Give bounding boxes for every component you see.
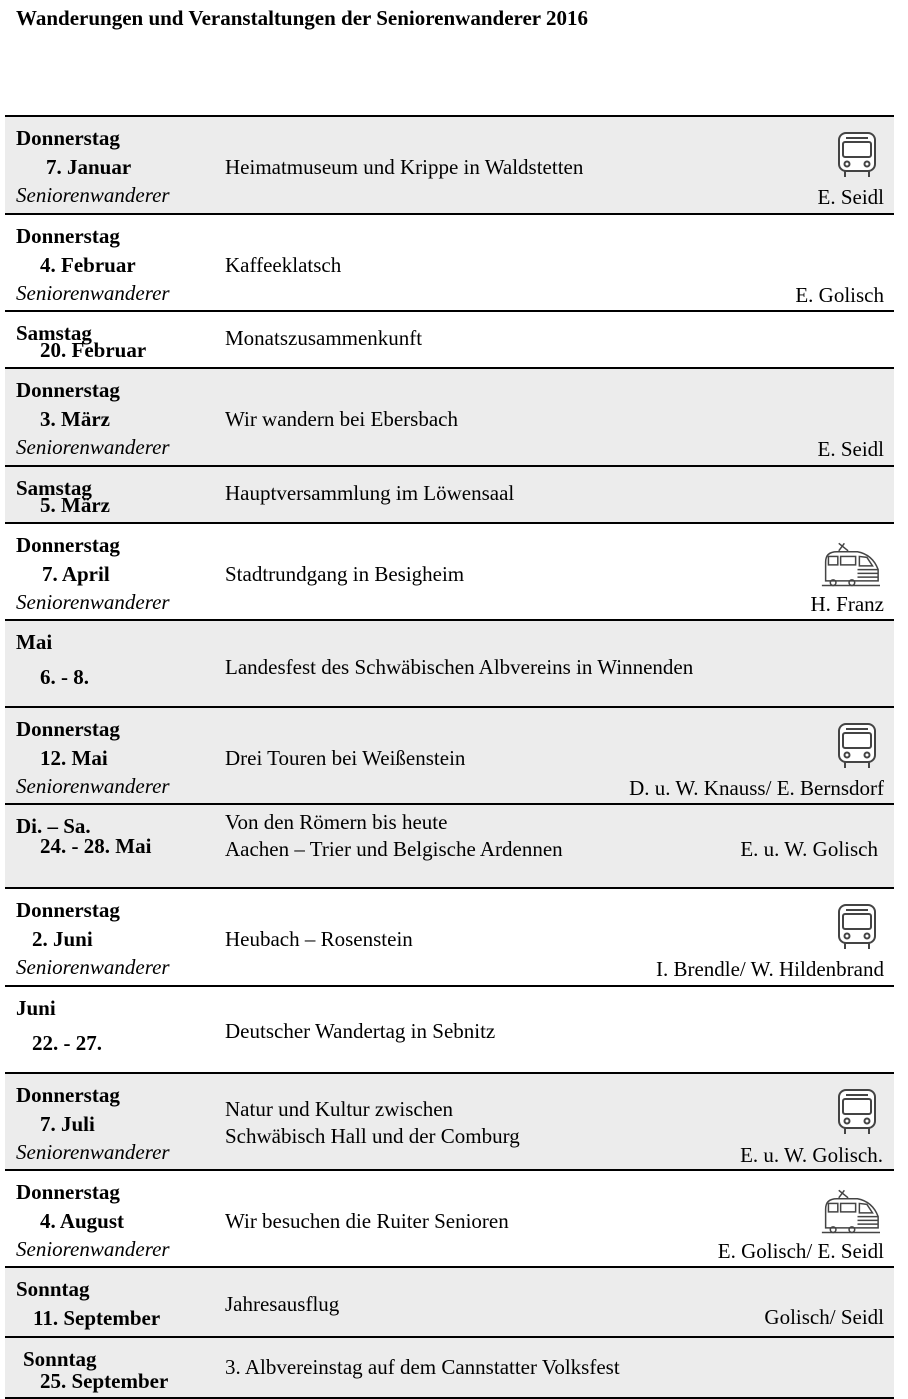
event-group: Seniorenwanderer [16,183,170,207]
train-icon [820,1185,880,1235]
bus-icon [834,722,880,772]
event-leader: E. Seidl [817,185,884,209]
event-date: 12. Mai [40,746,108,770]
event-day: Donnerstag [16,717,120,741]
event-day: Donnerstag [16,378,120,402]
event-day: Juni [16,996,56,1020]
schedule-row [5,465,894,522]
train-icon [820,538,880,588]
event-leader: E. u. W. Golisch [740,837,878,861]
event-date: 24. - 28. Mai [40,834,152,858]
event-day: Mai [16,630,53,654]
event-date: 4. Februar [40,253,136,277]
event-description: Drei Touren bei Weißenstein [225,746,466,770]
schedule-row [5,887,894,985]
schedule-row [5,310,894,367]
event-date: 20. Februar [40,338,147,362]
event-leader: E. Seidl [817,437,884,461]
schedule-row [5,1336,894,1399]
event-day: Donnerstag [16,533,120,557]
event-description: Aachen – Trier und Belgische Ardennen [225,837,563,861]
event-day: Donnerstag [16,126,120,150]
schedule-row [5,367,894,465]
event-description: Stadtrundgang in Besigheim [225,562,465,586]
event-group: Seniorenwanderer [16,774,170,798]
event-description: 3. Albvereinstag auf dem Cannstatter Volksfest [225,1355,620,1379]
event-date: 6. - 8. [40,665,89,689]
schedule-row [5,522,894,619]
event-group: Seniorenwanderer [16,281,170,305]
event-description: Landesfest des Schwäbischen Albvereins in Winnenden [225,655,694,679]
schedule-row [5,115,894,213]
event-date: 22. - 27. [32,1031,102,1055]
event-description: Von den Römern bis heute [225,810,448,834]
event-date: 3. März [40,407,110,431]
event-leader: E. Golisch/ E. Seidl [717,1239,884,1263]
event-leader: I. Brendle/ W. Hildenbrand [655,957,884,981]
event-description: Monatszusammenkunft [225,326,423,350]
event-description: Heubach – Rosenstein [225,927,413,951]
schedule-row [5,706,894,803]
event-date: 5. März [40,493,110,517]
event-day: Di. – Sa. [16,814,91,838]
schedule-row [5,213,894,310]
event-date: 7. April [42,562,110,586]
event-leader: E. u. W. Golisch. [740,1143,883,1167]
event-day: Donnerstag [16,1083,120,1107]
schedule-row [5,1266,894,1336]
bus-icon [834,903,880,953]
event-leader: E. Golisch [795,283,884,307]
event-date: 2. Juni [32,927,93,951]
event-leader: D. u. W. Knauss/ E. Bernsdorf [629,776,884,800]
event-day: Donnerstag [16,1180,120,1204]
event-date: 4. August [40,1209,125,1233]
event-group: Seniorenwanderer [16,435,170,459]
event-day: Samstag [16,476,92,500]
schedule-row [5,1072,894,1169]
event-description: Wir besuchen die Ruiter Senioren [225,1209,509,1233]
schedule-row [5,985,894,1072]
schedule-row [5,619,894,706]
event-group: Seniorenwanderer [16,590,170,614]
event-day: Sonntag [23,1347,97,1371]
schedule-row [5,803,894,887]
event-description: Kaffeeklatsch [225,253,342,277]
event-day: Donnerstag [16,224,120,248]
event-leader: Golisch/ Seidl [764,1305,884,1329]
event-day: Sonntag [16,1277,90,1301]
event-description: Wir wandern bei Ebersbach [225,407,458,431]
event-leader: H. Franz [810,592,884,616]
event-date: 25. September [40,1369,169,1393]
event-description: Natur und Kultur zwischen [225,1097,454,1121]
event-day: Samstag [16,321,92,345]
event-group: Seniorenwanderer [16,1237,170,1261]
event-date: 7. Januar [46,155,132,179]
document-title: Wanderungen und Veranstaltungen der Seniorenwanderer 2016 [16,6,588,30]
event-date: 11. September [33,1306,161,1330]
event-group: Seniorenwanderer [16,955,170,979]
bus-icon [834,131,880,181]
event-date: 7. Juli [40,1112,95,1136]
event-description: Hauptversammlung im Löwensaal [225,481,515,505]
event-description: Jahresausflug [225,1292,340,1316]
event-group: Seniorenwanderer [16,1140,170,1164]
bus-icon [834,1088,880,1138]
event-day: Donnerstag [16,898,120,922]
schedule-row [5,1169,894,1266]
event-description: Heimatmuseum und Krippe in Waldstetten [225,155,584,179]
event-description: Schwäbisch Hall und der Comburg [225,1124,520,1148]
event-description: Deutscher Wandertag in Sebnitz [225,1019,496,1043]
